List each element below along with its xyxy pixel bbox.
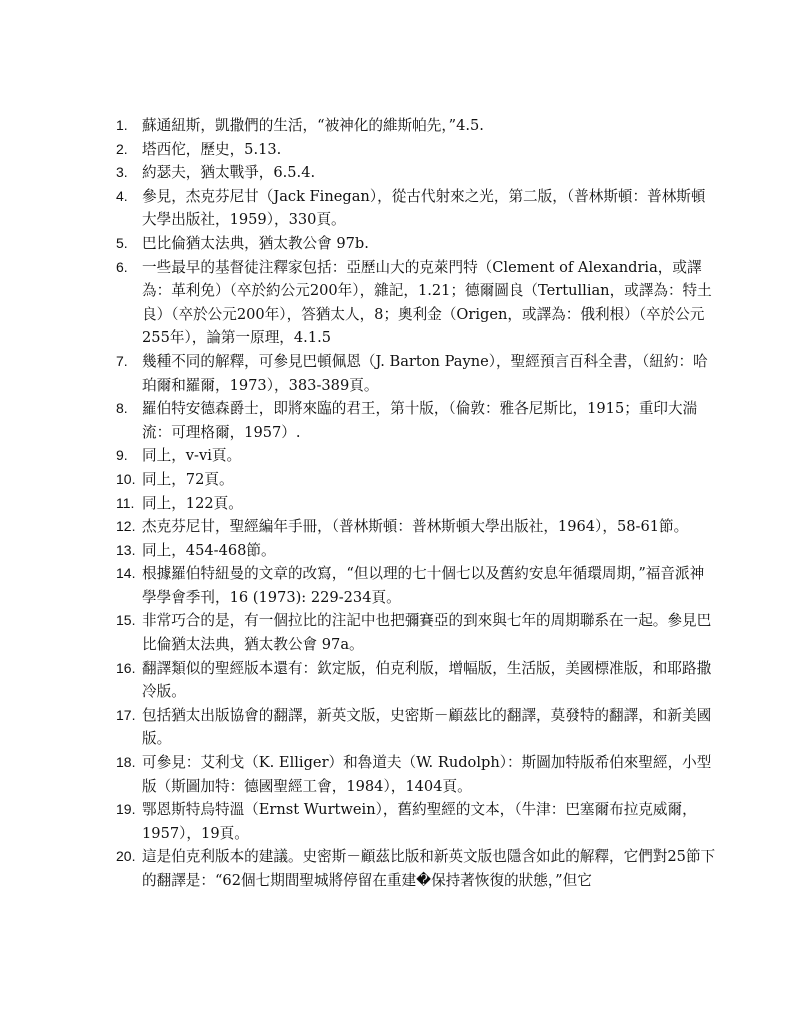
footnote-text: 塔西佗，歷史，5.13. xyxy=(142,140,282,158)
footnote-text: 巴比倫猶太法典，猶太教公會 97b. xyxy=(142,234,369,252)
footnote-text: 非常巧合的是，有一個拉比的注記中也把彌賽亞的到來與七年的周期聯系在一起。參見巴比倫猶太法典，猶太教公會 97a。 xyxy=(142,612,712,654)
footnote-number: 19. xyxy=(116,801,136,818)
footnote-number: 15. xyxy=(116,612,136,629)
footnote-text: 可參見：艾利戈（K. Elliger）和魯道夫（W. Rudolph）：斯圖加特版希伯來聖經，小型版（斯圖加特：德國聖經工會，1984），1404頁。 xyxy=(142,754,712,795)
footnote-text: 這是伯克利版本的建議。史密斯－顧茲比版和新英文版也隱含如此的解釋，它們對25節下的翻譯是：“62個七期間聖城將停留在重建�保持著恢復的狀態，”但它 xyxy=(142,848,716,889)
footnote-item xyxy=(116,657,716,704)
footnote-item xyxy=(116,114,716,138)
footnote-text: 參見，杰克芬尼甘（Jack Finegan），從古代射來之光，第二版，（普林斯頓：普林斯頓大學出版社，1959），330頁。 xyxy=(142,187,706,229)
footnote-number: 16. xyxy=(116,659,136,676)
footnote-text: 一些最早的基督徒注釋家包括：亞歷山大的克萊門特（Clement of Alexandria，或譯為：革利免）（卒於約公元200年），雜記，1.21；德爾圖良（Tertullian，或譯為：特土良）（卒於公元200年），答猶太人，8；奧利金（Origen，或譯為：俄利根）（卒於公元255年），論第一原理，4.1.5 xyxy=(142,258,712,347)
footnote-text: 鄂恩斯特烏特溫（Ernst Wurtwein），舊約聖經的文本，（牛津：巴塞爾布拉克威爾，1957），19頁。 xyxy=(142,801,697,842)
footnote-number: 6. xyxy=(116,258,128,275)
footnote-item xyxy=(116,232,716,256)
footnote-number: 1. xyxy=(116,117,128,133)
footnote-item xyxy=(116,845,716,892)
footnote-number: 17. xyxy=(116,706,136,723)
footnote-list xyxy=(116,114,716,893)
footnote-item xyxy=(116,397,716,444)
footnote-item xyxy=(116,444,716,468)
footnote-text: 羅伯特安德森爵士，即將來臨的君王，第十版，（倫敦：雅各尼斯比，1915；重印大湍流：可理格爾，1957）. xyxy=(142,400,698,441)
footnote-number: 10. xyxy=(116,470,136,487)
footnote-item xyxy=(116,751,716,798)
footnote-number: 5. xyxy=(116,234,128,251)
footnote-item xyxy=(116,492,716,516)
footnote-number: 2. xyxy=(116,140,128,157)
footnote-text: 蘇通紐斯，凱撒們的生活，“被神化的維斯帕先，”4.5. xyxy=(142,117,484,134)
footnote-number: 20. xyxy=(116,848,136,865)
footnote-item xyxy=(116,562,716,609)
footnote-text: 包括猶太出版協會的翻譯，新英文版，史密斯－顧茲比的翻譯，莫發特的翻譯，和新美國版。 xyxy=(142,706,712,748)
footnote-number: 3. xyxy=(116,164,128,181)
footnote-item xyxy=(116,539,716,563)
footnote-text: 根據羅伯特紐曼的文章的改寫，“但以理的七十個七以及舊約安息年循環周期，”福音派神學學會季刊，16 (1973): 229-234頁。 xyxy=(142,565,705,606)
footnote-item xyxy=(116,256,716,350)
footnote-item xyxy=(116,161,716,185)
footnote-number: 7. xyxy=(116,352,128,369)
footnote-number: 18. xyxy=(116,754,136,771)
footnote-text: 同上，v-vi頁。 xyxy=(142,447,242,465)
footnote-number: 4. xyxy=(116,187,128,204)
footnote-text: 翻譯類似的聖經版本還有：欽定版，伯克利版，增幅版，生活版，美國標准版，和耶路撒冷版。 xyxy=(142,659,712,701)
footnote-text: 同上，122頁。 xyxy=(142,494,243,512)
footnote-number: 13. xyxy=(116,541,136,558)
footnote-text: 同上，72頁。 xyxy=(142,470,234,488)
footnote-number: 14. xyxy=(116,565,136,582)
footnote-item xyxy=(116,350,716,397)
footnote-item xyxy=(116,468,716,492)
footnote-text: 約瑟夫，猶太戰爭，6.5.4. xyxy=(142,164,316,182)
footnote-number: 8. xyxy=(116,400,128,417)
footnote-item xyxy=(116,138,716,162)
footnote-item xyxy=(116,609,716,656)
footnote-item xyxy=(116,515,716,539)
footnote-number: 9. xyxy=(116,447,128,464)
footnote-item xyxy=(116,704,716,751)
footnote-number: 11. xyxy=(116,494,135,511)
footnote-text: 同上，454-468節。 xyxy=(142,541,276,559)
footnote-number: 12. xyxy=(116,518,136,535)
footnote-item xyxy=(116,798,716,845)
footnote-text: 杰克芬尼甘，聖經編年手冊，（普林斯頓：普林斯頓大學出版社，1964），58-61節。 xyxy=(142,518,689,536)
footnote-item xyxy=(116,185,716,232)
footnote-text: 幾種不同的解釋，可參見巴頓佩恩（J. Barton Payne），聖經預言百科全書，（紐約：哈珀爾和羅爾，1973），383-389頁。 xyxy=(142,352,708,394)
